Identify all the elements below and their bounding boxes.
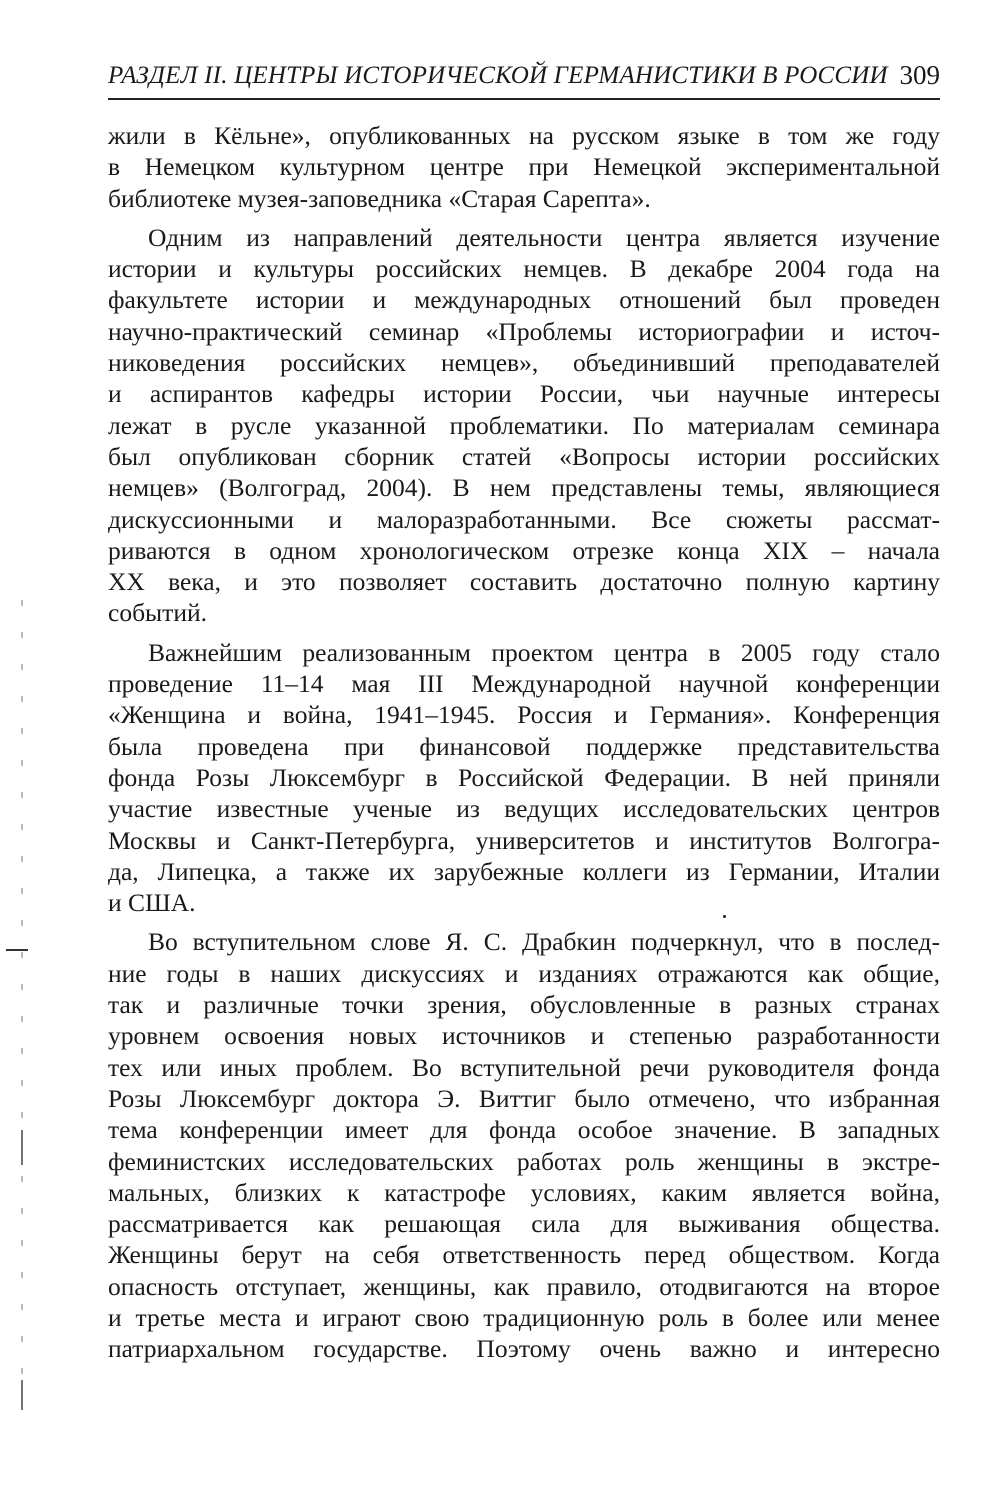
text-line: был опубликован сборник статей «Вопросы истории российских — [108, 441, 940, 471]
text-line: XX века, и это позволяет составить достаточно полную картину — [108, 567, 940, 597]
paragraph-1 — [108, 120, 940, 214]
text-line: рассматривается как решающая сила для выживания общества. — [108, 1209, 940, 1239]
paragraph-4 — [108, 926, 940, 1364]
body-text — [108, 120, 940, 1365]
text-line: фонда Розы Люксембург в Российской Федерации. В ней приняли — [108, 762, 940, 792]
text-line: мальных, близких к катастрофе условиях, каким является война, — [108, 1177, 940, 1207]
text-line: Женщины берут на себя ответственность перед обществом. Когда — [108, 1240, 940, 1270]
text-line: участие известные ученые из ведущих исследовательских центров — [108, 794, 940, 824]
text-line: факультете истории и международных отношений был проведен — [108, 285, 940, 315]
text-line: ние годы в наших дискуссиях и изданиях отражаются как общие, — [108, 958, 940, 988]
text-line: опасность отступает, женщины, как правило, отодвигаются на второе — [108, 1271, 940, 1301]
text-line: Розы Люксембург доктора Э. Виттиг было отмечено, что избранная — [108, 1083, 940, 1113]
text-line: жили в Кёльне», опубликованных на русском языке в том же году — [108, 121, 940, 150]
text-line: и третье места и играют свою традиционную роль в более или менее — [108, 1302, 940, 1332]
text-line: проведение 11–14 мая III Международной научной конференции — [108, 669, 940, 699]
text-line: никоведения российских немцев», объединивший преподавателей — [108, 348, 940, 378]
text-line: библиотеке музея-заповедника «Старая Сарепта». — [108, 183, 651, 213]
text-line: Одним из направлений деятельности центра является изучение — [148, 222, 940, 252]
text-line: событий. — [108, 598, 207, 628]
text-line: научно-практический семинар «Проблемы историографии и источ- — [108, 316, 940, 346]
paragraph-2 — [108, 222, 940, 629]
text-line: «Женщина и война, 1941–1945. Россия и Германия». Конференция — [108, 700, 940, 730]
scan-edge-marks — [0, 0, 40, 1499]
page-number: 309 — [899, 60, 940, 90]
text-line: дискуссионными и малоразработанными. Все сюжеты рассмат- — [108, 504, 940, 534]
ink-speck — [723, 915, 726, 918]
text-line: в Немецком культурном центре при Немецкой экспериментальной — [108, 152, 940, 182]
text-line: Москвы и Санкт-Петербурга, университетов и институтов Волгогра- — [108, 825, 940, 855]
text-line: немцев» (Волгоград, 2004). В нем представлены темы, являющиеся — [108, 473, 940, 503]
text-line: истории и культуры российских немцев. В декабре 2004 года на — [108, 254, 940, 284]
text-line: лежат в русле указанной проблематики. По материалам семинара — [108, 410, 940, 440]
text-line: Во вступительном слове Я. С. Драбкин подчеркнул, что в послед- — [148, 927, 940, 957]
text-line: была проведена при финансовой поддержке представительства — [108, 731, 940, 761]
paragraph-3 — [108, 637, 940, 919]
page-header — [108, 58, 940, 100]
scan-edge-lines — [0, 0, 40, 1499]
text-line: тема конференции имеет для фонда особое значение. В западных — [108, 1115, 940, 1145]
text-line: так и различные точки зрения, обусловленные в разных странах — [108, 990, 940, 1020]
text-line: тех или иных проблем. Во вступительной речи руководителя фонда — [108, 1052, 940, 1082]
text-line: да, Липецка, а также их зарубежные коллеги из Германии, Италии — [108, 856, 940, 886]
text-line: и аспирантов кафедры истории России, чьи научные интересы — [108, 379, 940, 409]
text-line: и США. — [108, 888, 196, 918]
text-line: риваются в одном хронологическом отрезке конца XIX – начала — [108, 535, 940, 565]
text-line: уровнем освоения новых источников и степенью разработанности — [108, 1021, 940, 1051]
text-line: Важнейшим реализованным проектом центра в 2005 году стало — [148, 637, 940, 667]
running-title: РАЗДЕЛ II. ЦЕНТРЫ ИСТОРИЧЕСКОЙ ГЕРМАНИСТИКИ В РОССИИ — [108, 62, 888, 89]
text-line: патриархальном государстве. Поэтому очень важно и интересно — [108, 1334, 940, 1364]
text-line: феминистских исследовательских работах роль женщины в экстре- — [108, 1146, 940, 1176]
